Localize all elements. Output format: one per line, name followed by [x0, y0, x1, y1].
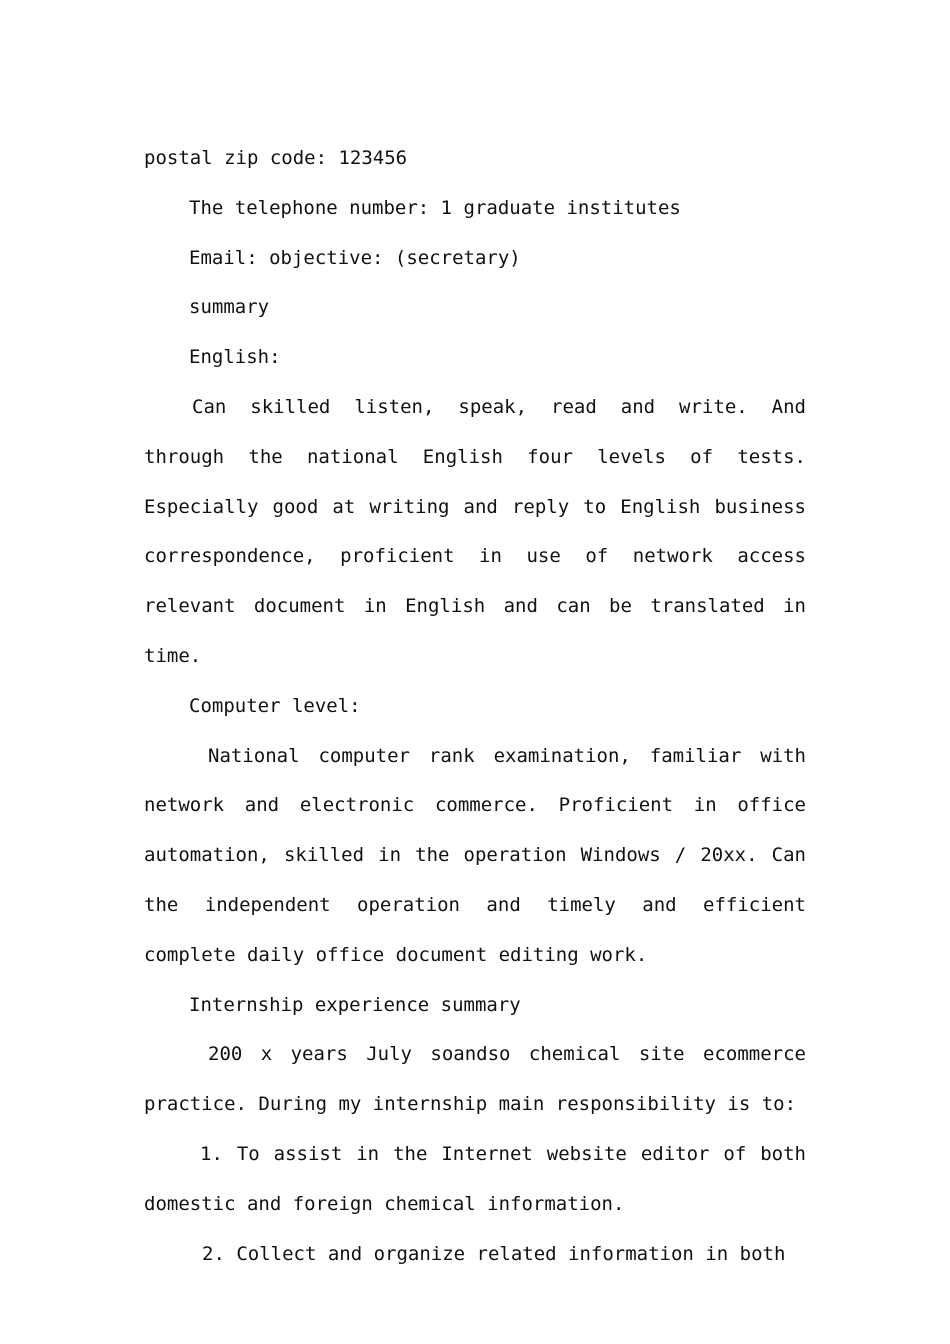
internship-paragraph: 200 x years July soandso chemical site ecommerce practice. During my internship main responsibility is to:: [144, 1043, 806, 1116]
internship-heading: Internship experience summary: [189, 993, 521, 1016]
computer-skills-paragraph: National computer rank examination, familiar with network and electronic commerce. Proficient in office automation, skilled in the operation Windows / 20xx. Can the independent operation and timely and efficient complete daily office document editing work.: [144, 744, 806, 966]
computer-level-heading: Computer level:: [189, 694, 361, 717]
telephone-line: The telephone number: 1 graduate institutes: [189, 196, 681, 219]
english-heading: English:: [189, 346, 281, 369]
document-body: [144, 134, 806, 1279]
zip-code-line: postal zip code: 123456: [144, 147, 408, 169]
email-objective-line: Email: objective: (secretary): [189, 246, 521, 269]
internship-item-2: 2. Collect and organize related information in both: [202, 1242, 786, 1265]
english-skills-paragraph: Can skilled listen, speak, read and write. And through the national English four levels of tests. Especially good at writing and reply to English business correspondence, proficient in use of network access relevant document in English and can be translated in time.: [144, 395, 806, 667]
internship-item-1: 1. To assist in the Internet website editor of both domestic and foreign chemical information.: [144, 1142, 806, 1215]
summary-heading: summary: [189, 296, 270, 319]
